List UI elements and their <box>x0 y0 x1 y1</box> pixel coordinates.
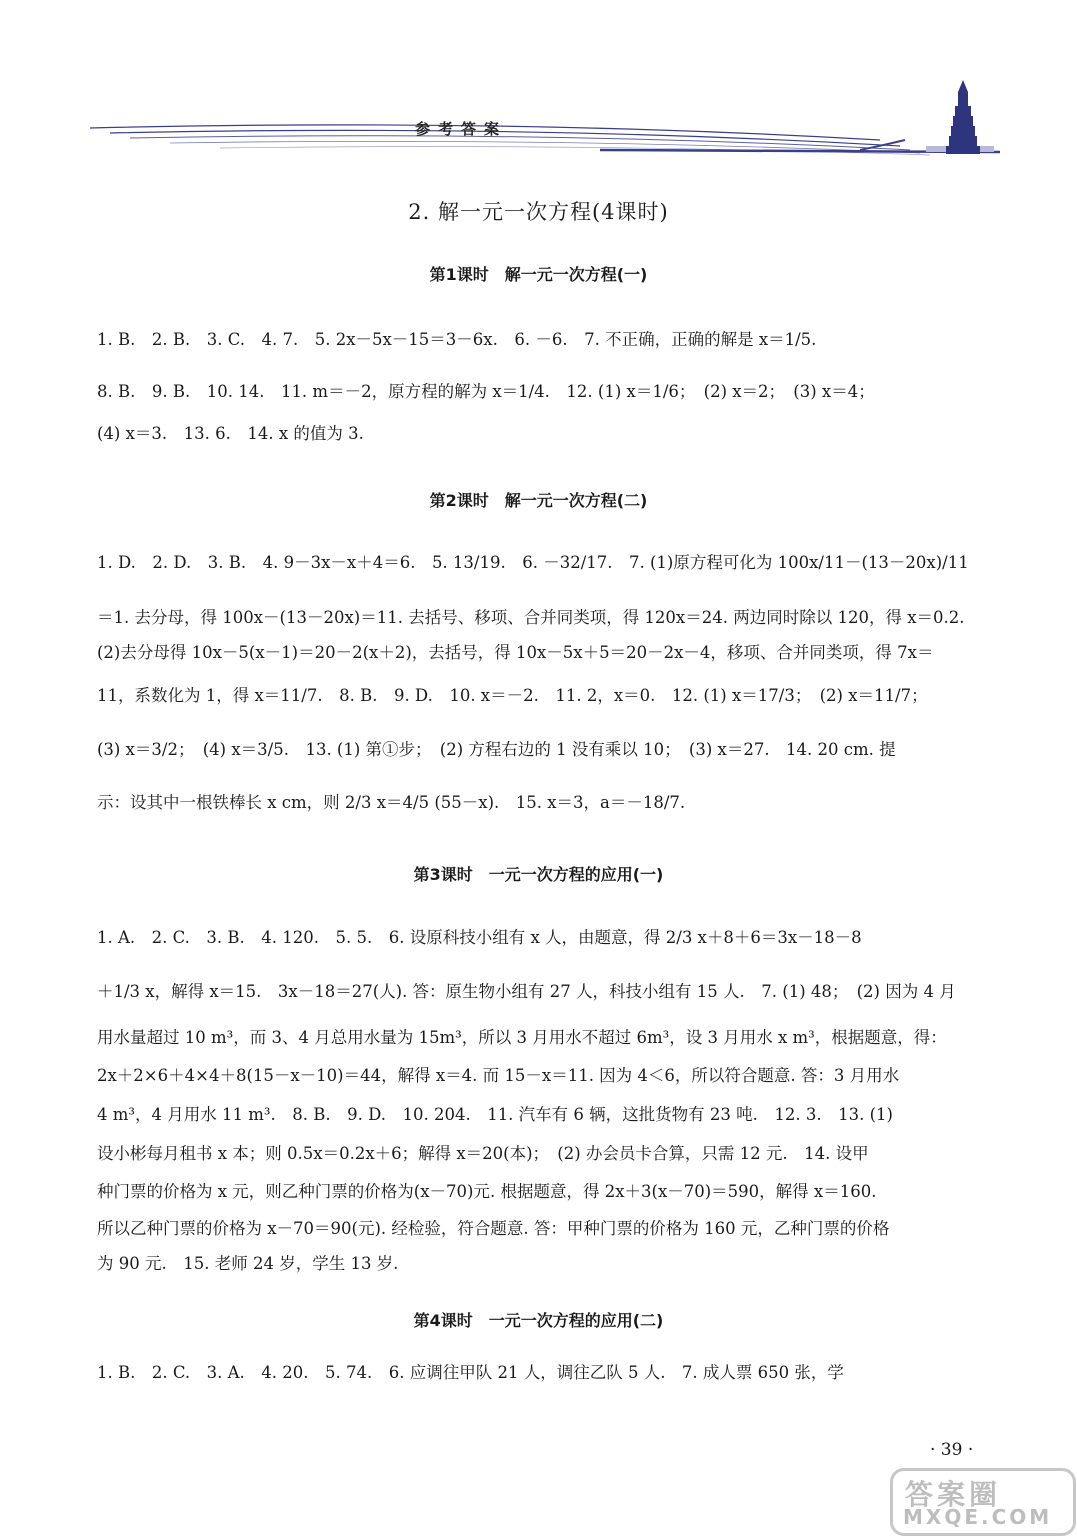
answer-line: (4) x＝3. 13. 6. 14. x 的值为 3. <box>97 424 364 443</box>
answer-line: 11，系数化为 1，得 x＝11/7. 8. B. 9. D. 10. x＝－2. 11. 2，x＝0. 12. (1) x＝17/3； (2) x＝11/7； <box>97 686 928 705</box>
answer-line: 1. B. 2. C. 3. A. 4. 20. 5. 74. 6. 应调往甲队 21 人，调往乙队 5 人. 7. 成人票 650 张，学 <box>97 1363 844 1382</box>
answer-line: (3) x＝3/2； (4) x＝3/5. 13. (1) 第①步； (2) 方程右边的 1 没有乘以 10； (3) x＝27. 14. 20 cm. 提 <box>97 740 896 759</box>
answer-line: 所以乙种门票的价格为 x－70＝90(元). 经检验，符合题意. 答：甲种门票的价格为 160 元，乙种门票的价格 <box>97 1219 890 1238</box>
answer-line: 1. A. 2. C. 3. B. 4. 120. 5. 5. 6. 设原科技小组有 x 人，由题意，得 2/3 x＋8＋6＝3x－18－8 <box>97 928 862 947</box>
answer-line: (2)去分母得 10x－5(x－1)＝20－2(x＋2)，去括号，得 10x－5x＋5＝20－2x－4，移项、合并同类项，得 7x＝ <box>97 643 934 662</box>
page-number: · 39 · <box>930 1440 974 1460</box>
answer-line: 1. B. 2. B. 3. C. 4. 7. 5. 2x－5x－15＝3－6x. 6. －6. 7. 不正确，正确的解是 x＝1/5. <box>97 330 817 349</box>
answer-line: 1. D. 2. D. 3. B. 4. 9－3x－x＋4＝6. 5. 13/19. 6. －32/17. 7. (1)原方程可化为 100x/11－(13－20x)/11 <box>97 553 969 572</box>
lesson-4-heading: 第4课时 一元一次方程的应用(二) <box>413 1311 664 1330</box>
answer-line: 8. B. 9. B. 10. 14. 11. m＝－2，原方程的解为 x＝1/4. 12. (1) x＝1/6； (2) x＝2； (3) x＝4； <box>97 382 875 401</box>
header-title: 参考答案 <box>415 120 508 138</box>
answer-line: ＋1/3 x，解得 x＝15. 3x－18＝27(人). 答：原生物小组有 27 人，科技小组有 15 人. 7. (1) 48； (2) 因为 4 月 <box>97 982 956 1001</box>
page-header <box>0 0 1077 180</box>
watermark-top-text: 答案圈 <box>905 1478 1002 1511</box>
answer-line: 示：设其中一根铁棒长 x cm，则 2/3 x＝4/5 (55－x). 15. x＝3，a＝－18/7. <box>97 793 686 812</box>
lesson-3-heading: 第3课时 一元一次方程的应用(一) <box>413 865 664 884</box>
answer-line: 为 90 元. 15. 老师 24 岁，学生 13 岁. <box>97 1254 399 1273</box>
answer-line: 2x＋2×6＋4×4＋8(15－x－10)＝44，解得 x＝4. 而 15－x＝11. 因为 4＜6，所以符合题意. 答：3 月用水 <box>97 1066 900 1085</box>
lesson-2-heading: 第2课时 解一元一次方程(二) <box>429 491 648 510</box>
section-title: 2. 解一元一次方程(4课时) <box>408 200 669 224</box>
watermark-bottom-text: MXQE.COM <box>903 1505 1053 1529</box>
answer-line: 4 m³，4 月用水 11 m³. 8. B. 9. D. 10. 204. 11. 汽车有 6 辆，这批货物有 23 吨. 12. 3. 13. (1) <box>97 1105 893 1124</box>
answer-line: ＝1. 去分母，得 100x－(13－20x)＝11. 去括号、移项、合并同类项，得 120x＝24. 两边同时除以 120，得 x＝0.2. <box>97 608 965 627</box>
answer-line: 设小彬每月租书 x 本；则 0.5x＝0.2x＋6；解得 x＝20(本)； (2) 办会员卡合算，只需 12 元. 14. 设甲 <box>97 1144 869 1163</box>
header-ornament-icon <box>0 0 1077 180</box>
watermark-logo <box>890 1468 1076 1536</box>
answer-line: 种门票的价格为 x 元，则乙种门票的价格为(x－70)元. 根据题意，得 2x＋3(x－70)＝590，解得 x＝160. <box>97 1182 877 1201</box>
lesson-1-heading: 第1课时 解一元一次方程(一) <box>429 265 648 284</box>
answer-line: 用水量超过 10 m³，而 3、4 月总用水量为 15m³，所以 3 月用水不超过 6m³，设 3 月用水 x m³，根据题意，得： <box>97 1028 947 1047</box>
